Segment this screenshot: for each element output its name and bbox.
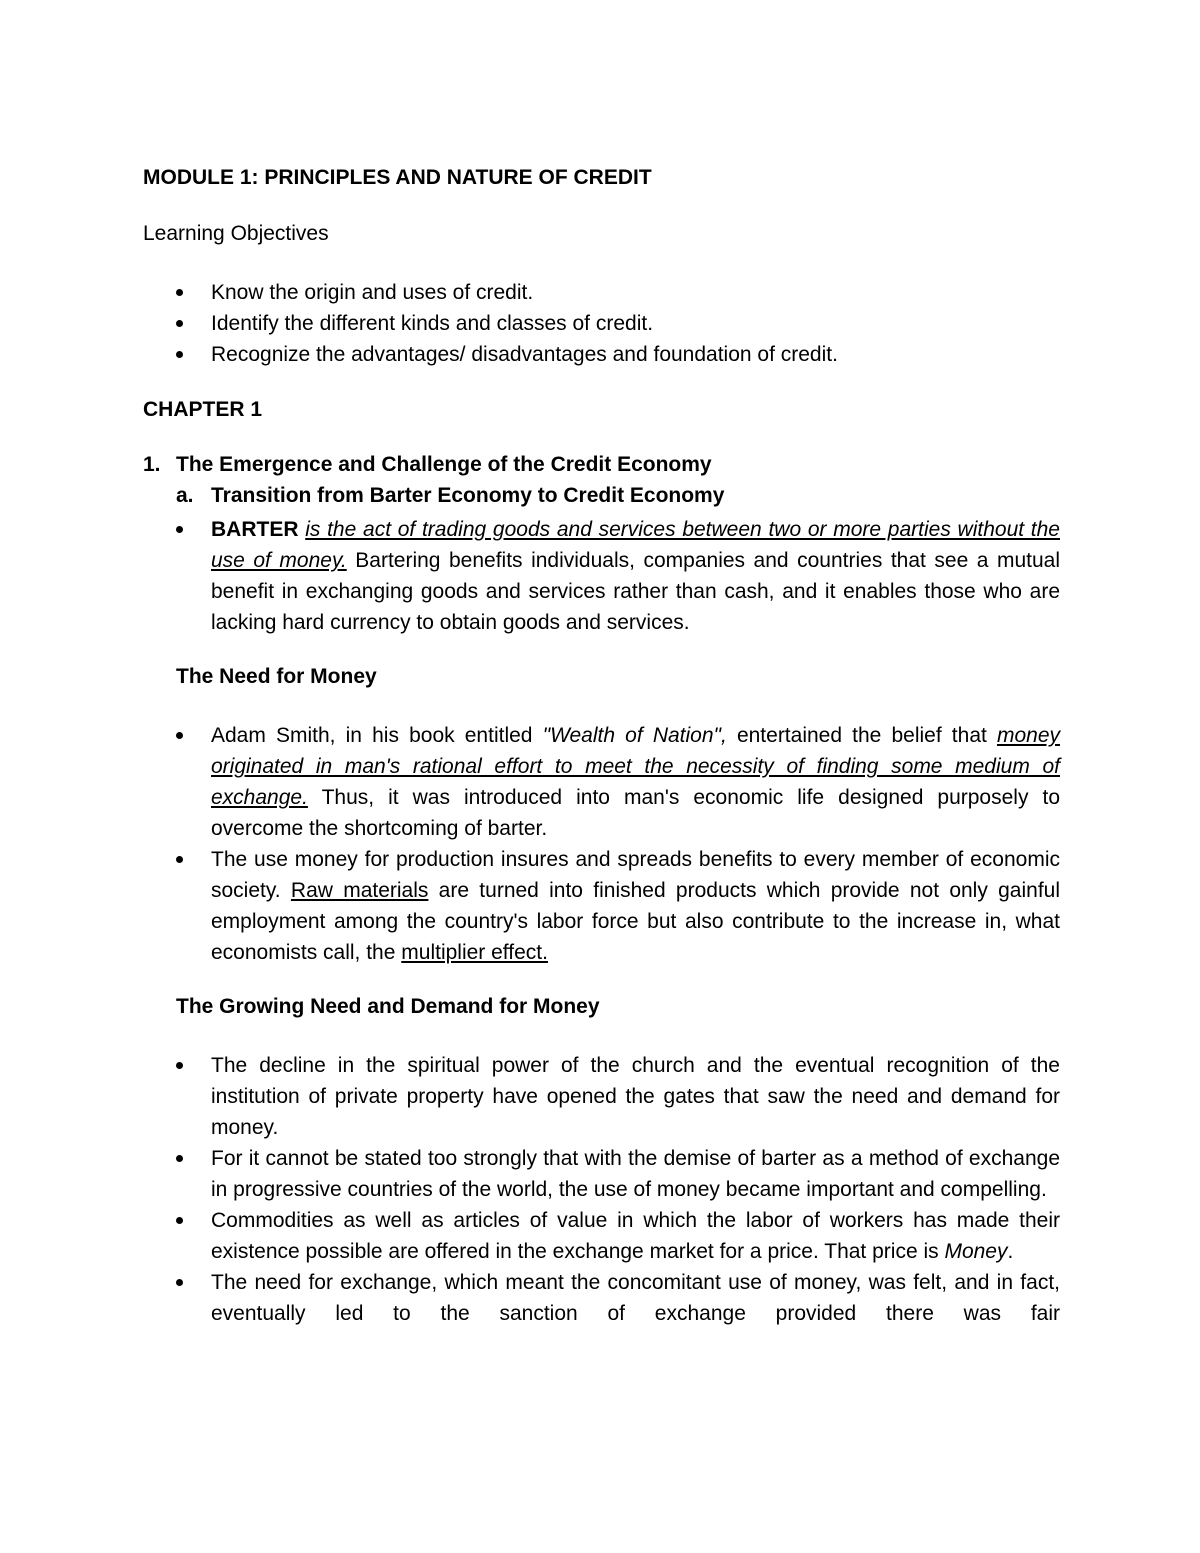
bullet-icon: [176, 289, 183, 296]
subsection-heading: [176, 484, 724, 508]
list-item: Identify the different kinds and classes of credit.: [143, 308, 1063, 339]
barter-text: Bartering benefits individuals, companies and countries that see a mutual benefit in exchanging goods and services rather than cash, and it enables those who are lacking hard currency to obtain goods and services.: [211, 549, 1061, 634]
learning-objectives-label: Learning Objectives: [143, 222, 329, 245]
barter-definition: is the act of trading goods and services between two or more parties without the use of money.: [211, 518, 1060, 572]
bullet-icon: [176, 856, 183, 863]
multiplier-effect-text: multiplier effect.: [401, 941, 548, 964]
module-title: MODULE 1: PRINCIPLES AND NATURE OF CREDIT: [143, 166, 652, 189]
section-title: The Emergence and Challenge of the Credit Economy: [176, 453, 712, 476]
need-for-money-list: [176, 720, 1060, 968]
book-title: "Wealth of Nation",: [542, 724, 727, 747]
list-item: The use money for production insures and spreads benefits to every member of economic society. Raw materials are turned into finished products which provide not only gainful employment among the country's labor force but also contribute to the increase in, what economists call, the multiplier effect.: [176, 844, 1060, 968]
list-item: Commodities as well as articles of value in which the labor of workers has made their existence possible are offered in the exchange market for a price. That price is Money.: [176, 1205, 1060, 1267]
list-item: Know the origin and uses of credit.: [143, 277, 1063, 308]
bullet-icon: [176, 320, 183, 327]
section-heading: [143, 453, 712, 477]
subsection-letter: a.: [176, 484, 194, 507]
growing-need-list: [176, 1050, 1060, 1329]
bullet-icon: [176, 1279, 183, 1286]
list-item: The decline in the spiritual power of the church and the eventual recognition of the institution of private property have opened the gates that saw the need and demand for money.: [176, 1050, 1060, 1143]
bullet-icon: [176, 1062, 183, 1069]
subsection-title: Transition from Barter Economy to Credit Economy: [211, 484, 725, 507]
raw-materials-text: Raw materials: [290, 879, 429, 902]
emphasis-text: money originated in man's rational effort to meet the necessity of finding some medium of exchange.: [211, 724, 1060, 809]
growing-need-heading: The Growing Need and Demand for Money: [176, 995, 600, 1018]
bullet-icon: [176, 351, 183, 358]
barter-term: BARTER: [211, 518, 299, 541]
list-item: The need for exchange, which meant the concomitant use of money, was felt, and in fact, eventually led to the sanction of exchange provided there was fair: [176, 1267, 1060, 1329]
list-item: For it cannot be stated too strongly that with the demise of barter as a method of exchange in progressive countries of the world, the use of money became important and compelling.: [176, 1143, 1060, 1205]
need-for-money-heading: The Need for Money: [176, 665, 377, 688]
barter-list: [176, 514, 1060, 638]
list-item: Recognize the advantages/ disadvantages and foundation of credit.: [143, 339, 1063, 370]
bullet-icon: [176, 526, 183, 533]
money-italic: Money: [944, 1240, 1008, 1263]
bullet-icon: [176, 1217, 183, 1224]
bullet-icon: [176, 732, 183, 739]
list-item: [176, 514, 1060, 638]
section-number: 1.: [143, 453, 161, 476]
chapter-heading: CHAPTER 1: [143, 398, 263, 421]
list-item: Adam Smith, in his book entitled "Wealth of Nation", entertained the belief that money originated in man's rational effort to meet the necessity of finding some medium of exchange. Thus, it was introduced into man's economic life designed purposely to overcome the shortcoming of barter.: [176, 720, 1060, 844]
objectives-list: [143, 277, 1063, 370]
bullet-icon: [176, 1155, 183, 1162]
